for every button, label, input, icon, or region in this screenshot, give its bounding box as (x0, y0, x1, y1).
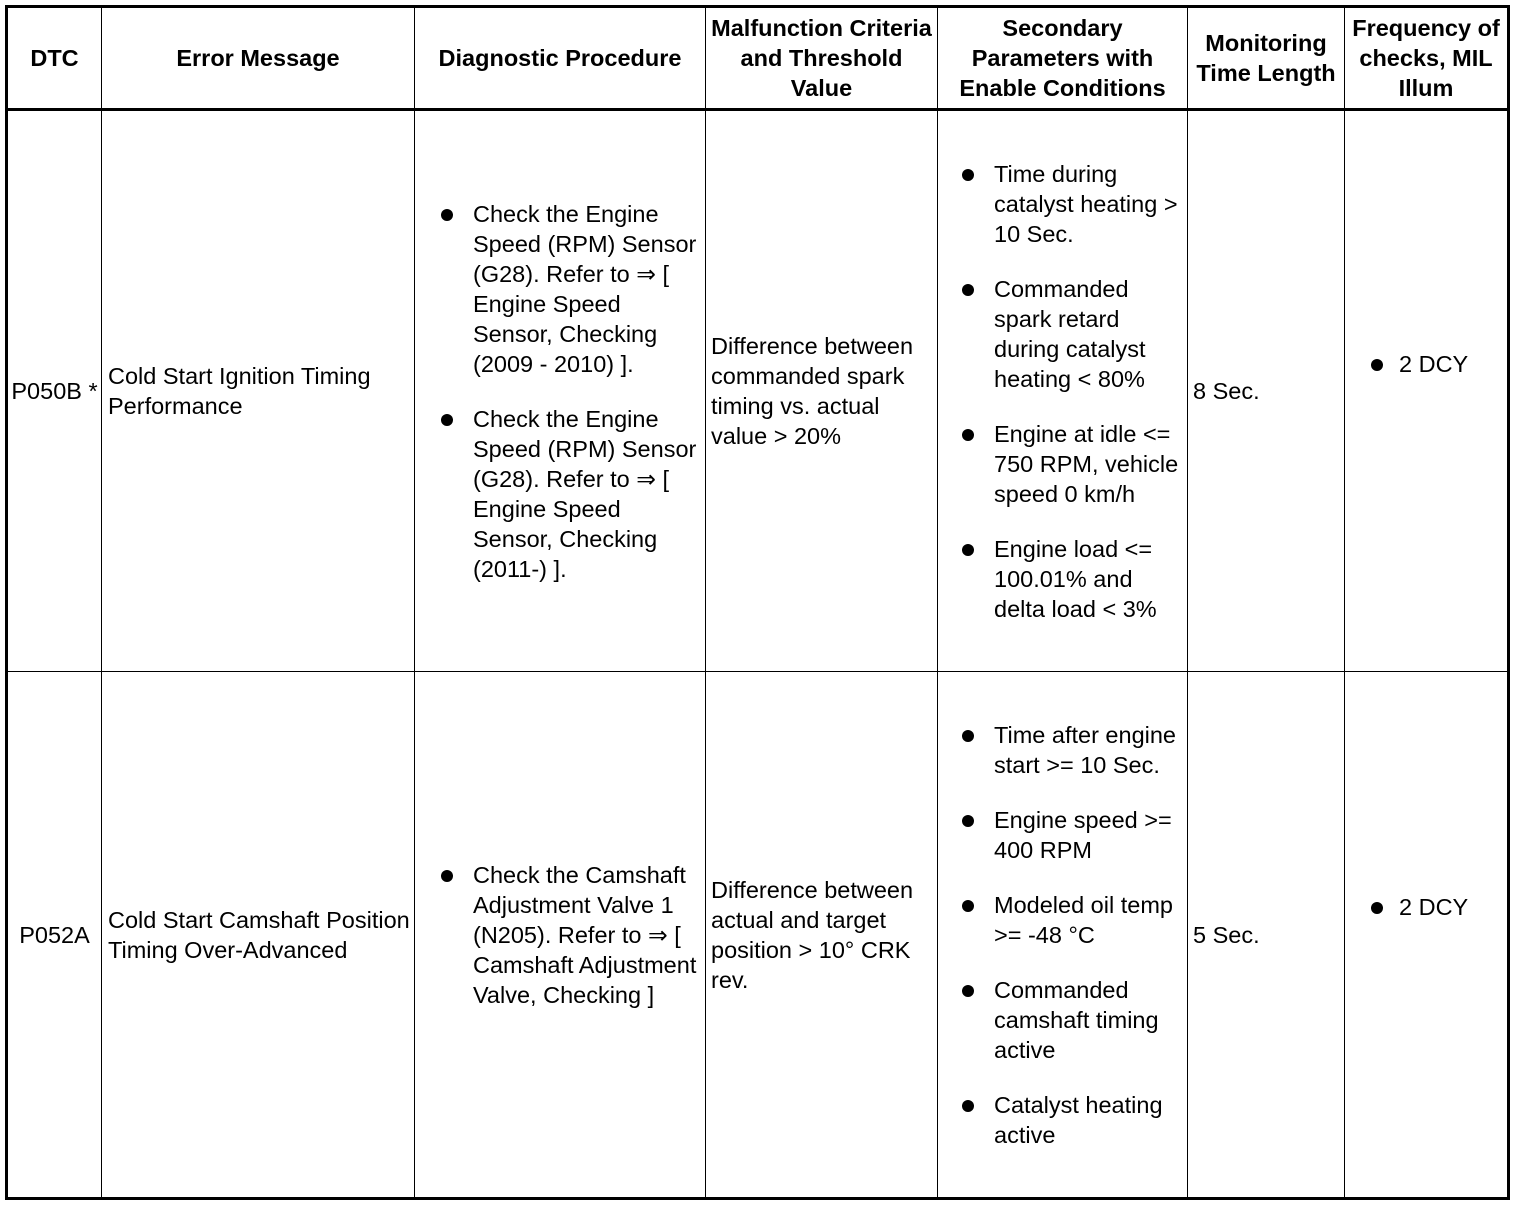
frequency-item: 2 DCY (1349, 892, 1503, 922)
header-monitoring-time: Monitoring Time Length (1188, 7, 1345, 110)
parameter-list (942, 720, 1183, 1150)
header-error-message: Error Message (102, 7, 415, 110)
parameter-item: Engine at idle <= 750 RPM, vehicle speed 0 km/h (942, 419, 1183, 509)
header-dtc: DTC (7, 7, 102, 110)
malfunction-criteria: Difference between commanded spark timing vs. actual value > 20% (706, 110, 938, 672)
error-message: Cold Start Ignition Timing Performance (102, 110, 415, 672)
procedure-step: Check the Camshaft Adjustment Valve 1 (N205). Refer to ⇒ [ Camshaft Adjustment Valve, Checking ] (419, 860, 701, 1010)
monitoring-time: 5 Sec. (1188, 672, 1345, 1199)
dtc-code: P050B * (7, 110, 102, 672)
secondary-parameters (938, 672, 1188, 1199)
dtc-table (5, 5, 1510, 1200)
procedure-list (419, 860, 701, 1010)
parameter-item: Time after engine start >= 10 Sec. (942, 720, 1183, 780)
frequency (1345, 110, 1509, 672)
parameter-item: Engine load <= 100.01% and delta load < 3% (942, 534, 1183, 624)
header-frequency: Frequency of checks, MIL Illum (1345, 7, 1509, 110)
header-secondary-parameters: Secondary Parameters with Enable Conditions (938, 7, 1188, 110)
frequency (1345, 672, 1509, 1199)
parameter-list (942, 159, 1183, 624)
frequency-item: 2 DCY (1349, 349, 1503, 379)
table-header (7, 7, 1509, 110)
table-row (7, 110, 1509, 672)
dtc-code: P052A (7, 672, 102, 1199)
procedure-list (419, 199, 701, 584)
header-diagnostic-procedure: Diagnostic Procedure (415, 7, 706, 110)
diagnostic-procedure (415, 672, 706, 1199)
monitoring-time: 8 Sec. (1188, 110, 1345, 672)
header-malfunction-criteria: Malfunction Criteria and Threshold Value (706, 7, 938, 110)
diagnostic-procedure (415, 110, 706, 672)
header-row (7, 7, 1509, 110)
parameter-item: Commanded spark retard during catalyst heating < 80% (942, 274, 1183, 394)
parameter-item: Modeled oil temp >= -48 °C (942, 890, 1183, 950)
parameter-item: Catalyst heating active (942, 1090, 1183, 1150)
error-message: Cold Start Camshaft Position Timing Over-Advanced (102, 672, 415, 1199)
procedure-step: Check the Engine Speed (RPM) Sensor (G28). Refer to ⇒ [ Engine Speed Sensor, Checking (2009 - 2010) ]. (419, 199, 701, 379)
frequency-list (1349, 892, 1503, 922)
frequency-list (1349, 349, 1503, 379)
parameter-item: Commanded camshaft timing active (942, 975, 1183, 1065)
parameter-item: Time during catalyst heating > 10 Sec. (942, 159, 1183, 249)
table-row (7, 672, 1509, 1199)
parameter-item: Engine speed >= 400 RPM (942, 805, 1183, 865)
secondary-parameters (938, 110, 1188, 672)
procedure-step: Check the Engine Speed (RPM) Sensor (G28). Refer to ⇒ [ Engine Speed Sensor, Checking (2011-) ]. (419, 404, 701, 584)
malfunction-criteria: Difference between actual and target position > 10° CRK rev. (706, 672, 938, 1199)
table-body (7, 110, 1509, 1199)
